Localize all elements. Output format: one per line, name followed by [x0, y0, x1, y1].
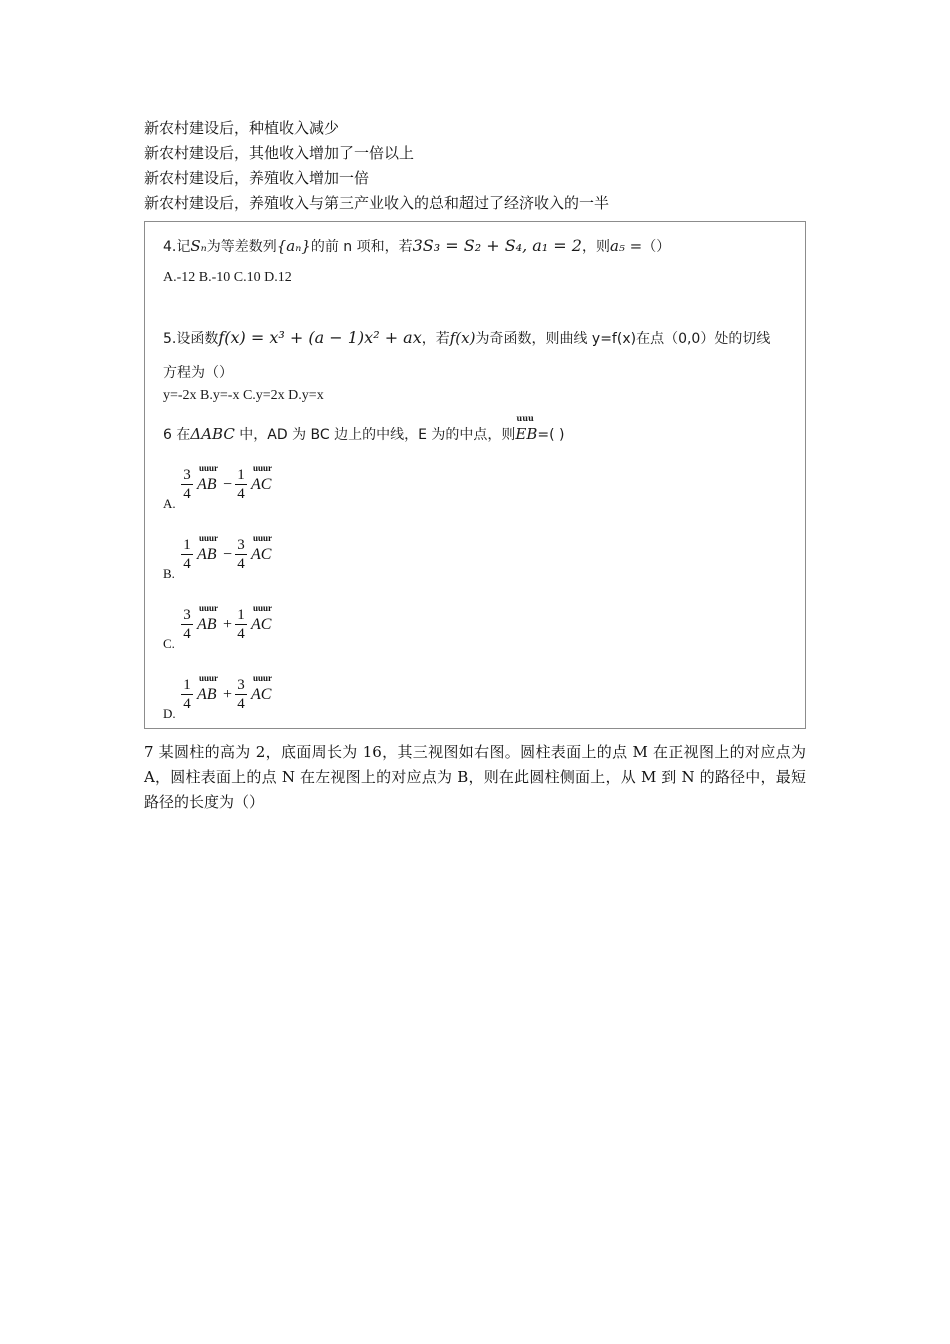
- vector-arrow: uuur: [199, 603, 219, 613]
- vector-arrow: uuur: [253, 673, 273, 683]
- numerator: 1: [181, 536, 193, 555]
- vector-label: AB: [197, 546, 217, 563]
- numerator: 1: [235, 466, 247, 485]
- denominator: 4: [183, 556, 191, 572]
- vector-label: AB: [197, 616, 217, 633]
- q4-suffix: （）: [642, 239, 671, 255]
- vector-arrow: uuur: [253, 603, 273, 613]
- option-line: 新农村建设后，种植收入减少: [144, 119, 340, 137]
- vector-label: AC: [251, 546, 272, 563]
- q6-option-d: [163, 662, 363, 722]
- denominator: 4: [237, 626, 245, 642]
- question-6: [163, 413, 565, 444]
- vector-ac: [251, 603, 273, 634]
- vector-label: AB: [197, 476, 217, 493]
- option-label: C.: [163, 636, 175, 651]
- q4-mid1: 为等差数列: [206, 239, 277, 255]
- option-label: A.: [163, 496, 176, 511]
- fraction: [235, 466, 247, 503]
- vector-ac: [251, 533, 273, 564]
- option-line: 新农村建设后，养殖收入与第三产业收入的总和超过了经济收入的一半: [144, 194, 610, 212]
- q5-line2: 方程为（）: [163, 365, 233, 381]
- q5-fx: f(x): [449, 329, 476, 347]
- q6-eb: EB: [515, 425, 538, 443]
- denominator: 4: [183, 626, 191, 642]
- option-line: 新农村建设后，养殖收入增加一倍: [144, 169, 370, 187]
- vector-ac: [251, 463, 273, 494]
- q5-mid2: 为奇函数，则曲线 y=f(x)在点（0,0）处的切线: [475, 331, 771, 347]
- denominator: 4: [183, 486, 191, 502]
- q6-option-b: [163, 522, 363, 582]
- numerator: 3: [181, 466, 193, 485]
- fraction: [235, 676, 247, 713]
- q6-triangle: ΔABC: [190, 425, 235, 443]
- answer-options-q3: [144, 116, 824, 216]
- option-label: D.: [163, 706, 176, 721]
- vector-arrow: uuur: [199, 463, 219, 473]
- vector-ab: [197, 603, 219, 634]
- option-line: 新农村建设后，其他收入增加了一倍以上: [144, 144, 415, 162]
- q6-eb-vector: [515, 413, 538, 443]
- numerator: 3: [181, 606, 193, 625]
- fraction: [181, 536, 193, 573]
- numerator: 3: [235, 536, 247, 555]
- vector-ab: [197, 673, 219, 704]
- denominator: 4: [237, 696, 245, 712]
- option-label: B.: [163, 566, 175, 581]
- q4-options: A.-12 B.-10 C.10 D.12: [163, 270, 292, 285]
- question-4: [163, 236, 670, 256]
- fraction: [181, 676, 193, 713]
- question-7: 7 某圆柱的高为 2，底面周长为 16，其三视图如右图。圆柱表面上的点 M 在正视图上的对应点为 A，圆柱表面上的点 N 在左视图上的对应点为 B，则在此圆柱侧面上，从 M 到 N 的路径中，最短路径的长度为（）: [144, 743, 806, 811]
- fraction: [235, 536, 247, 573]
- fraction: [181, 606, 193, 643]
- denominator: 4: [183, 696, 191, 712]
- vector-arrow: uuur: [253, 533, 273, 543]
- operator: +: [223, 686, 233, 703]
- q5-mid1: ，若: [421, 331, 450, 347]
- q4-condition: 3S₃ = S₂ + S₄, a₁ = 2: [412, 236, 582, 255]
- vector-ac: [251, 673, 273, 704]
- q5-options: y=-2x B.y=-x C.y=2x D.y=x: [163, 388, 324, 403]
- q5-prefix: 5.设函数: [163, 331, 219, 347]
- q5-function: f(x) = x³ + (a − 1)x² + ax: [218, 328, 422, 347]
- fraction: [181, 466, 193, 503]
- denominator: 4: [237, 556, 245, 572]
- vector-ab: [197, 463, 219, 494]
- numerator: 1: [181, 676, 193, 695]
- vector-label: AB: [197, 686, 217, 703]
- question-box: [144, 221, 806, 729]
- q6-option-a: [163, 452, 363, 512]
- q4-a5: a₅ =: [609, 237, 643, 255]
- vector-label: AC: [251, 476, 272, 493]
- q4-sn: Sₙ: [190, 237, 207, 255]
- vector-arrow: uuu: [516, 413, 534, 423]
- operator: −: [223, 476, 233, 493]
- q4-an: {aₙ}: [276, 237, 311, 255]
- q4-prefix: 4.记: [163, 239, 191, 255]
- q6-mid: 中，AD 为 BC 边上的中线，E 为的中点，则: [234, 427, 516, 443]
- q6-prefix: 6 在: [163, 427, 191, 443]
- vector-label: AC: [251, 616, 272, 633]
- numerator: 3: [235, 676, 247, 695]
- operator: +: [223, 616, 233, 633]
- numerator: 1: [235, 606, 247, 625]
- q6-suffix: =( ): [537, 427, 565, 443]
- vector-label: AC: [251, 686, 272, 703]
- q4-mid2: 的前 n 项和，若: [310, 239, 413, 255]
- vector-arrow: uuur: [253, 463, 273, 473]
- operator: −: [223, 546, 233, 563]
- q6-option-c: [163, 592, 363, 652]
- question-5: [163, 328, 770, 348]
- fraction: [235, 606, 247, 643]
- q4-mid3: ，则: [581, 239, 610, 255]
- denominator: 4: [237, 486, 245, 502]
- vector-ab: [197, 533, 219, 564]
- vector-arrow: uuur: [199, 533, 219, 543]
- vector-arrow: uuur: [199, 673, 219, 683]
